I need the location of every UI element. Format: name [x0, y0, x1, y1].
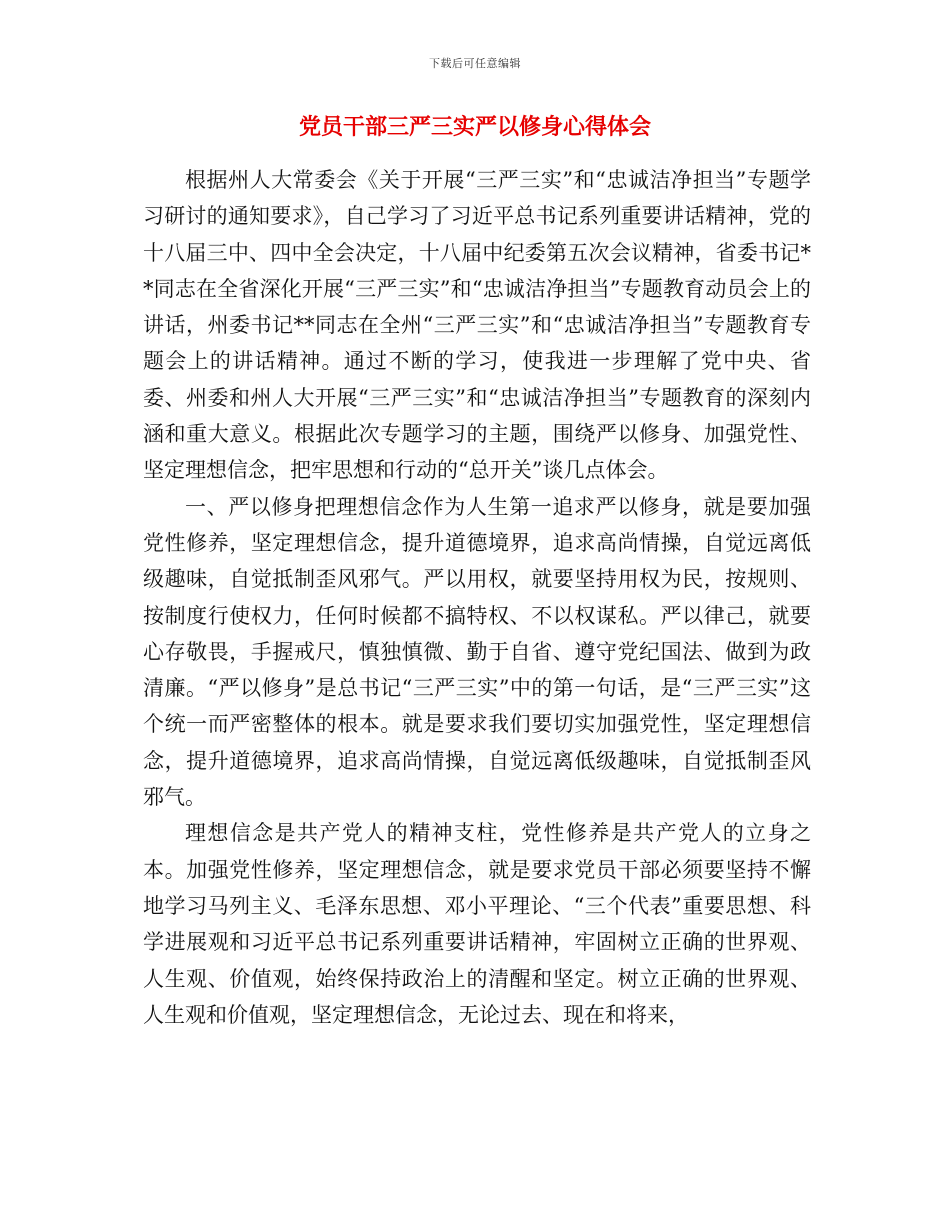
paragraph-section-one: 一、严以修身把理想信念作为人生第一追求严以修身，就是要加强党性修养，坚定理想信念，提升道德境界，追求高尚情操，自觉远离低级趣味，自觉抵制歪风邪气。严以用权，就要坚持用权为民，按规则、按制度行使权力，任何时候都不搞特权、不以权谋私。严以律己，就要心存敬畏，手握戒尺，慎独慎微、勤于自省、遵守党纪国法、做到为政清廉。“严以修身”是总书记“三严三实”中的第一句话，是“三严三实”这个统一而严密整体的根本。就是要求我们要切实加强党性，坚定理想信念，提升道德境界，追求高尚情操，自觉远离低级趣味，自觉抵制歪风邪气。	[143, 494, 811, 810]
document-title: 党员干部三严三实严以修身心得体会	[298, 115, 651, 140]
header-note: 下载后可任意编辑	[429, 57, 521, 70]
paragraph-ideals: 理想信念是共产党人的精神支柱，党性修养是共产党人的立身之本。加强党性修养，坚定理想信念，就是要求党员干部必须要坚持不懈地学习马列主义、毛泽东思想、邓小平理论、“三个代表”重要思想、科学进展观和习近平总书记系列重要讲话精神，牢固树立正确的世界观、人生观、价值观，始终保持政治上的清醒和坚定。树立正确的世界观、人生观和价值观，坚定理想信念，无论过去、现在和将来，	[143, 821, 811, 1027]
paragraph-intro: 根据州人大常委会《关于开展“三严三实”和“忠诚洁净担当”专题学习研讨的通知要求》，自己学习了习近平总书记系列重要讲话精神，党的十八届三中、四中全会决定，十八届中纪委第五次会议精神，省委书记**同志在全省深化开展“三严三实”和“忠诚洁净担当”专题教育动员会上的讲话，州委书记**同志在全州“三严三实”和“忠诚洁净担当”专题教育专题会上的讲话精神。通过不断的学习，使我进一步理解了党中央、省委、州委和州人大开展“三严三实”和“忠诚洁净担当”专题教育的深刻内涵和重大意义。根据此次专题学习的主题，围绕严以修身、加强党性、坚定理想信念，把牢思想和行动的“总开关”谈几点体会。	[143, 168, 811, 483]
document-body	[143, 162, 811, 1033]
